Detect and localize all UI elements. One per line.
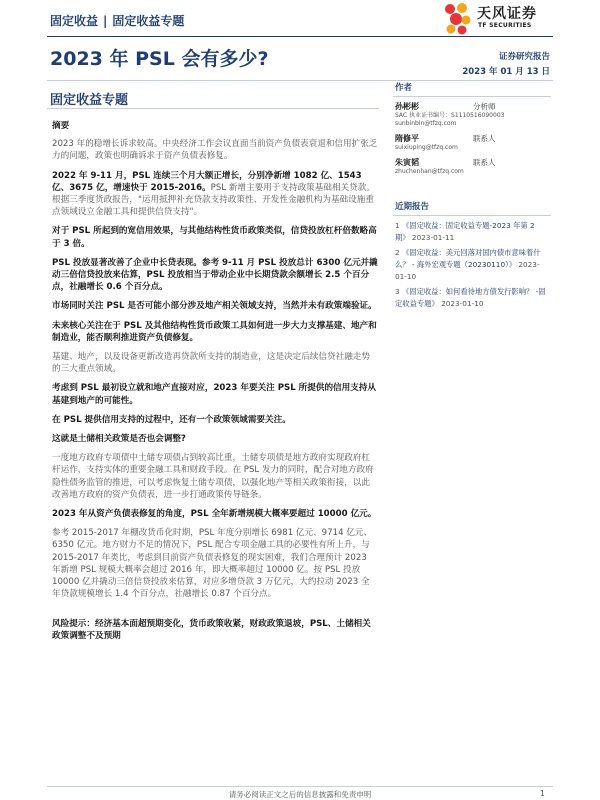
author-email[interactable]: suixiuping@tfzq.com (395, 144, 458, 151)
report-title: 2023 年 PSL 会有多少? (50, 48, 269, 70)
paragraph-2-lead: 2022 年 9-11 月，PSL 连续三个月大额正增长，分别净新增 1082 亿、1543 亿、3675 亿，增速快于 2015-2016。 (52, 170, 362, 193)
paragraph-2 (52, 170, 378, 219)
paragraph-12: 2023 年从资产负债表修复的角度，PSL 全年新增规模大概率要超过 10000 亿元。 (52, 509, 377, 520)
breadcrumb-separator: | (103, 14, 108, 28)
paragraph-3: 对于 PSL 所起到的宽信用效果，与其他结构性货币政策类似，信贷投放杠杆倍数略高于 3 倍。 (52, 226, 377, 249)
author-role: 联系人 (473, 134, 496, 143)
recent-reports-heading: 近期报告 (393, 198, 551, 216)
footer-disclaimer: 请务必阅读正文之后的信息披露和免责申明 (228, 790, 372, 799)
page-number: 1 (540, 789, 545, 798)
breadcrumb-topic: 固定收益专题 (112, 14, 185, 28)
recent-report-item[interactable] (393, 286, 551, 310)
report-number: 1 (395, 221, 400, 230)
author-email[interactable]: sunbinbin@tfzq.com (395, 120, 457, 127)
paragraph-8: 考虑到 PSL 最初设立就和地产直接对应，2023 年要关注 PSL 所提供的信用支持从基建到地产的可能性。 (52, 383, 377, 406)
report-link[interactable]: 《固定收益：固定收益专题-2023 年第 2 期》 (395, 221, 535, 242)
author-name: 朱寅韬 (395, 158, 419, 167)
paragraph-6: 未来核心关注在于 PSL 及其他结构性货币政策工具如何进一步大力支撑基建、地产和制造业，能否顺利推进资产负债修复。 (52, 320, 377, 343)
author-item (393, 157, 551, 176)
author-item (393, 133, 551, 152)
breadcrumb-fixed-income: 固定收益 (50, 14, 99, 28)
paragraph-11: 一度地方政府专项债中土储专项债占到较高比重，土储专项债是地方政府实现政府杠杆运作，支持实体的重要金融工具和财政手段。在 PSL 发力的同时，配合对地方政府隐性债务监管的推进，可以考虑恢复土储专项债，以强化地产等相关政策衔接，以此改善地方政府的资产负债表，进一步打通政策传导链条。 (52, 453, 374, 500)
breadcrumb (50, 12, 184, 29)
report-date-small: 2023-01-10 (395, 260, 540, 281)
report-date-small: 2023-01-11 (411, 233, 455, 242)
header-divider (47, 36, 553, 37)
report-number: 3 (395, 287, 400, 296)
section-title: 固定收益专题 (50, 93, 129, 108)
author-license: SAC 执业证书编号：S1110516090003 (395, 112, 505, 119)
author-item (393, 101, 551, 128)
main-content (52, 120, 378, 649)
author-role: 分析师 (473, 102, 496, 111)
risk-warning: 风险提示：经济基本面超预期变化，货币政策收紧，财政政策退坡，PSL、土储相关政策调整不及预期 (52, 618, 371, 641)
paragraph-5: 市场同时关注 PSL 是否可能小部分涉及地产相关领域支持，当然并未有政策端验证。 (52, 301, 377, 312)
recent-report-item[interactable] (393, 247, 551, 283)
logo-text-cn: 天风证券 (477, 6, 537, 22)
paragraph-1: 2023 年的稳增长诉求较高。中央经济工作会议直面当前资产负债表衰退和信用扩张乏力的问题，政策也明确诉求于资产负债表修复。 (52, 139, 378, 162)
paragraph-9: 在 PSL 提供信用支持的过程中，还有一个政策领域需要关注。 (52, 414, 291, 425)
author-role: 联系人 (473, 158, 496, 167)
report-date: 2023 年 01 月 13 日 (462, 67, 550, 77)
report-number: 2 (395, 248, 400, 257)
report-type: 证券研究报告 (498, 52, 550, 62)
report-date-small: 2023-01-10 (441, 299, 484, 308)
paragraph-10: 这就是土储相关政策是否也会调整? (52, 434, 186, 445)
report-link[interactable]: 《固定收益：如何看待地方债发行影响？ -固定收益专题》 (395, 287, 546, 308)
logo-text-en: TF SECURITIES (478, 22, 532, 29)
paragraph-2-body: PSL 新增主要用于支持政策基础相关贷款。根据三季度货政报告，"运用抵押补充贷款支持政策性、开发性金融机构为基础设施重点领域设立金融工具和提供信贷支持"。 (52, 182, 375, 218)
logo-mark-icon (443, 2, 473, 36)
paragraph-4: PSL 投放显著改善了企业中长贷表现。参考 9-11 月 PSL 投放总计 6300 亿元并撬动三倍信贷投放来估算，PSL 投放相当于带动企业中长期贷款余额增长 2.5 个百分点，社融增长 0.6 个百分点。 (52, 257, 378, 293)
tf-securities-logo (443, 2, 553, 36)
report-link[interactable]: 《固定收益：美元回落对国内债市意味着什么？ - 海外宏观专题（20230110）》 (395, 248, 541, 269)
sidebar (393, 79, 551, 313)
recent-report-item[interactable] (393, 220, 551, 244)
author-name: 隋修平 (395, 134, 419, 143)
author-email[interactable]: zhuchenhan@tfzq.com (395, 168, 464, 175)
paragraph-13: 参考 2015-2017 年棚改货币化时期，PSL 年度分别增长 6981 亿元、9714 亿元、6350 亿元。地方财力不足的情况下，PSL 配合专项金融工具的必要性有所上升，与 2015-2017 年类比，考虑到目前资产负债表修复的现实困难，我们合理预计 2023 年新增 PSL 规模大概率会超过 2016 年，即大概率超过 10000 亿。按 PSL 投放 10000 亿并撬动三倍信贷投放来估算，对应多增贷款 3 万亿元，大约拉动 2023 全年贷款规模增长 1.4 个百分点，社融增长 0.87 个百分点。 (52, 528, 373, 600)
section-divider (47, 108, 379, 109)
abstract-heading: 摘要 (52, 121, 70, 131)
paragraph-7: 基建、地产，以及设备更新改造再贷款所支持的制造业，这是决定后续信贷社融走势的三大重点领域。 (52, 352, 370, 375)
footer-divider (47, 786, 553, 787)
author-name: 孙彬彬 (395, 102, 419, 111)
authors-heading: 作者 (393, 79, 551, 97)
